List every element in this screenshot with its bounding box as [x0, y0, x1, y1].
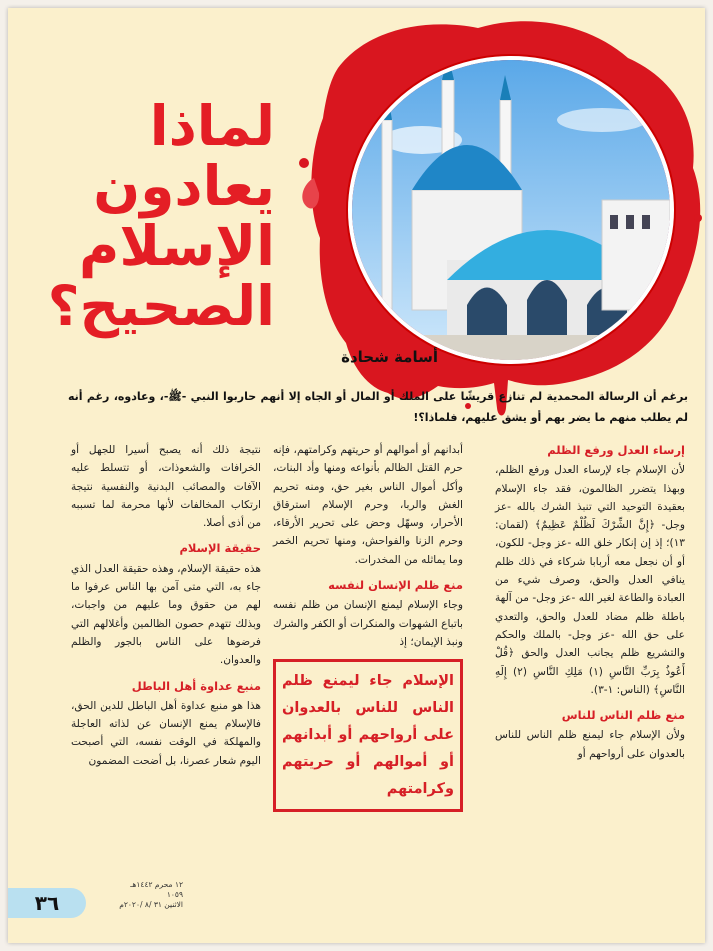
body-paragraph: لأن الإسلام جاء لإرساء العدل ورفع الظلم، وبهذا يتضرر الظالمون، فقد جاء الإسلام بعقيدة التوحيد التي تنبذ الشرك بالله -عز وجل- ﴿إِنَّ الشِّرْكَ لَظُلْمٌ عَظِيمٌ﴾ (لقمان: ١٣)؛ إذ إن إنكار خلق الله -عز وجل- للكون، أو أن نجعل معه أربابا شركاء في ذلك ظلم ينافي العدل والحق، وصرف شيء من العبادة والطاعة لغير الله -عز وجل- من آلهة باطلة ظلم مضاد للعدل والحق، والتعدي على حق الله -عز وجل- بالملك والحكم والتشريع ظلم يجانب العدل والحق ﴿قُلْ أَعُوذُ بِرَبِّ النَّاسِ (١) مَلِكِ النَّاسِ (٢) إِلَهِ النَّاسِ﴾ (الناس: ١-٣).: [495, 464, 685, 696]
intro-paragraph: برغم أن الرسالة المحمدية لم تنازع قريشًا على الملك أو المال أو الجاه إلا أنهم حاربوا النبي -ﷺ-، وعادوه، رغم أنه لم يطلب منهم ما يضر بهم أو يشق عليهم، فلماذا؟!: [68, 390, 688, 424]
page-number: ٣٦: [8, 888, 86, 918]
issue-info: [103, 880, 183, 910]
body-paragraph: وجاء الإسلام ليمنع الإنسان من ظلم نفسه باتباع الشهوات والمنكرات أو الكفر والشرك ونبذ الإيمان؛ إذ: [273, 599, 463, 648]
pull-quote: [273, 659, 463, 812]
column-right: [495, 441, 685, 763]
section-heading: إرساء العدل ورفع الظلم: [547, 443, 685, 457]
title-line: الصحيح؟: [47, 274, 275, 338]
section-heading: منع ظلم الإنسان لنفسه: [328, 578, 463, 593]
title-line: يعادون: [93, 154, 275, 218]
issue-weekday: الاثنين ٣١ /٨ /٢٠٢٠م: [119, 900, 183, 909]
column-middle: [273, 441, 463, 812]
section-heading: حقيقة الإسلام: [179, 541, 261, 556]
article-title: [15, 96, 275, 336]
column-left: [71, 441, 261, 770]
body-paragraph: هذه حقيقة الإسلام، وهذه حقيقة العدل الذي جاء به، التي متى آمن بها الناس عرفوا ما لهم من حقوق وما عليهم من واجبات، وبذلك تتهدم حصون الظالمين وأغلالهم التي فرضوها على الناس بالجور والظلم والعدوان.: [71, 562, 261, 667]
body-paragraph: هذا هو منبع عداوة أهل الباطل للدين الحق، فالإسلام يمنع الإنسان عن لذاته العاجلة والمهلكة في الوقت نفسه، التي أصبحت اليوم شعار عصرنا، بل أضحت المضمون: [71, 699, 261, 767]
title-line: لماذا: [149, 94, 275, 158]
section-heading: منع ظلم الناس للناس: [561, 708, 685, 723]
pull-quote-text: الإسلام جاء ليمنع ظلم الناس للناس بالعدوان على أرواحهم أو أبدانهم أو أموالهم أو حريتهم وكرامتهم: [282, 673, 454, 798]
body-paragraph: أبدانهم أو أموالهم أو حريتهم وكرامتهم، فإنه حرم القتل الظالم بأنواعه ومنها وأد البنات، وأكل أموال الناس بغير حق، ومنه تحريم الغش والربا، وحرم الإسلام استرقاق الأحرار، وسهّل وحض على تحرير الأرقاء، وحرم الزنا والفواحش، ومنها تحريم الخمر وما يماثله من المخدرات.: [273, 444, 463, 566]
mosque-photo: [348, 56, 674, 364]
author-name: أسامة شحادة: [341, 348, 438, 366]
title-line: الإسلام: [79, 214, 275, 278]
mosque-illustration: [352, 60, 670, 360]
body-paragraph: نتيجة ذلك أنه يصبح أسيرا للجهل أو الخرافات والشعوذات، أو تتسلط عليه الآفات والمصائب البدنية والنفسية نتيجة ارتكاب المخالفات لأنها محرمة لما تسببه من أذى أصلا.: [71, 444, 261, 530]
body-paragraph: ولأن الإسلام جاء ليمنع ظلم الناس للناس بالعدوان على أرواحهم أو: [495, 729, 685, 760]
issue-number: ١٠٥٩: [166, 890, 183, 899]
section-heading: منبع عداوة أهل الباطل: [131, 678, 261, 693]
magazine-page: [8, 8, 705, 943]
issue-date: ١٢ محرم ١٤٤٢هـ: [130, 880, 183, 889]
